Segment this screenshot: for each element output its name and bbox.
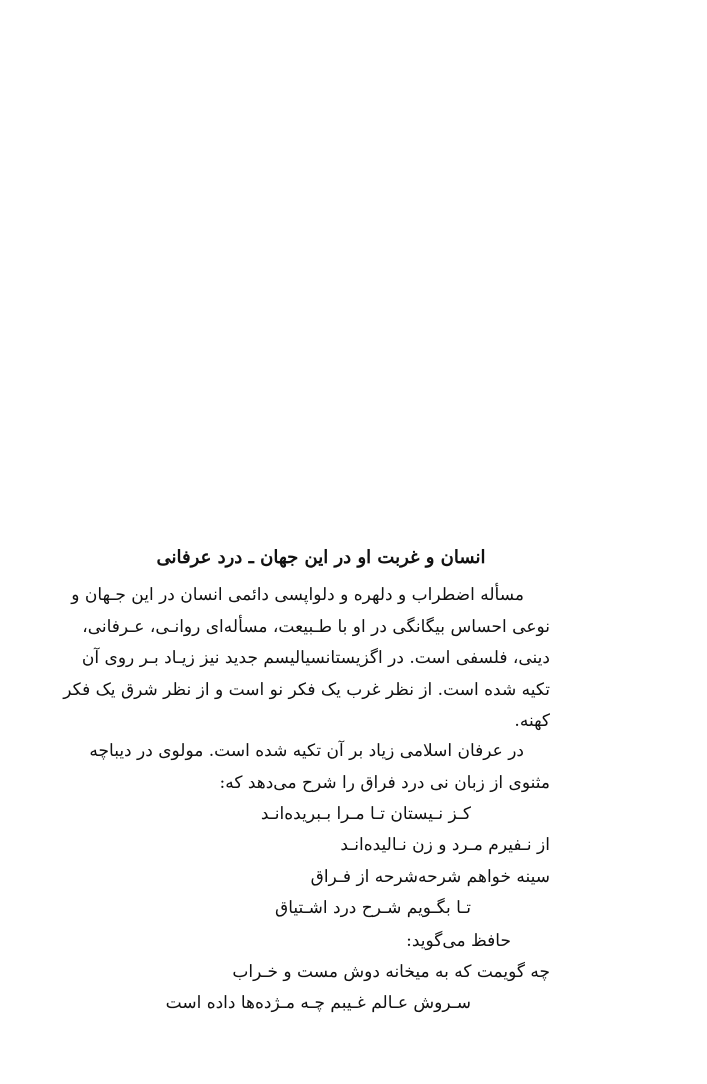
paragraph-line: تکیه شده است. از نظر غرب یک فکر نو است و از نظر شرق یک فکر — [63, 679, 550, 700]
verse-hemistich: کـز نـیستان تـا مـرا بـبریده‌انـد — [260, 804, 471, 824]
verse-hemistich: تـا بگـویم شـرح درد اشـتیاق — [275, 898, 471, 918]
paragraph-1 — [63, 580, 550, 738]
verse-hemistich: چه گویمت که به میخانه دوش مست و خـراب — [232, 962, 550, 982]
verse-hemistich: سـروش عـالم غـیبم چـه مـژده‌ها داده است — [165, 993, 471, 1013]
paragraph-line: نوعی احساس بیگانگی در او با طـبیعت، مسأله‌ای روانـی، عـرفانی، — [82, 616, 550, 637]
verse-hemistich: از نـفیرم مـرد و زن نـالیده‌انـد — [340, 835, 550, 855]
paragraph-line: مسأله اضطراب و دلهره و دلواپسی دائمی انسان در این جـهان و — [71, 585, 524, 605]
paragraph-line: در عرفان اسلامی زیاد بر آن تکیه شده است. مولوی در دیباچه — [89, 741, 524, 761]
hafez-intro: حافظ می‌گوید: — [406, 931, 511, 951]
section-heading: انسان و غربت او در این جهان ـ درد عرفانی — [156, 547, 486, 568]
paragraph-line: مثنوی از زبان نی درد فراق را شرح می‌دهد که: — [219, 772, 550, 793]
paragraph-line: کهنه. — [514, 711, 550, 731]
paragraph-line: دینی، فلسفی است. در اگزیستانسیالیسم جدید نیز زیـاد بـر روی آن — [81, 648, 550, 668]
paragraph-2 — [89, 736, 550, 799]
verse-hemistich: سینه خواهم شرحه‌شرحه از فـراق — [310, 867, 550, 887]
